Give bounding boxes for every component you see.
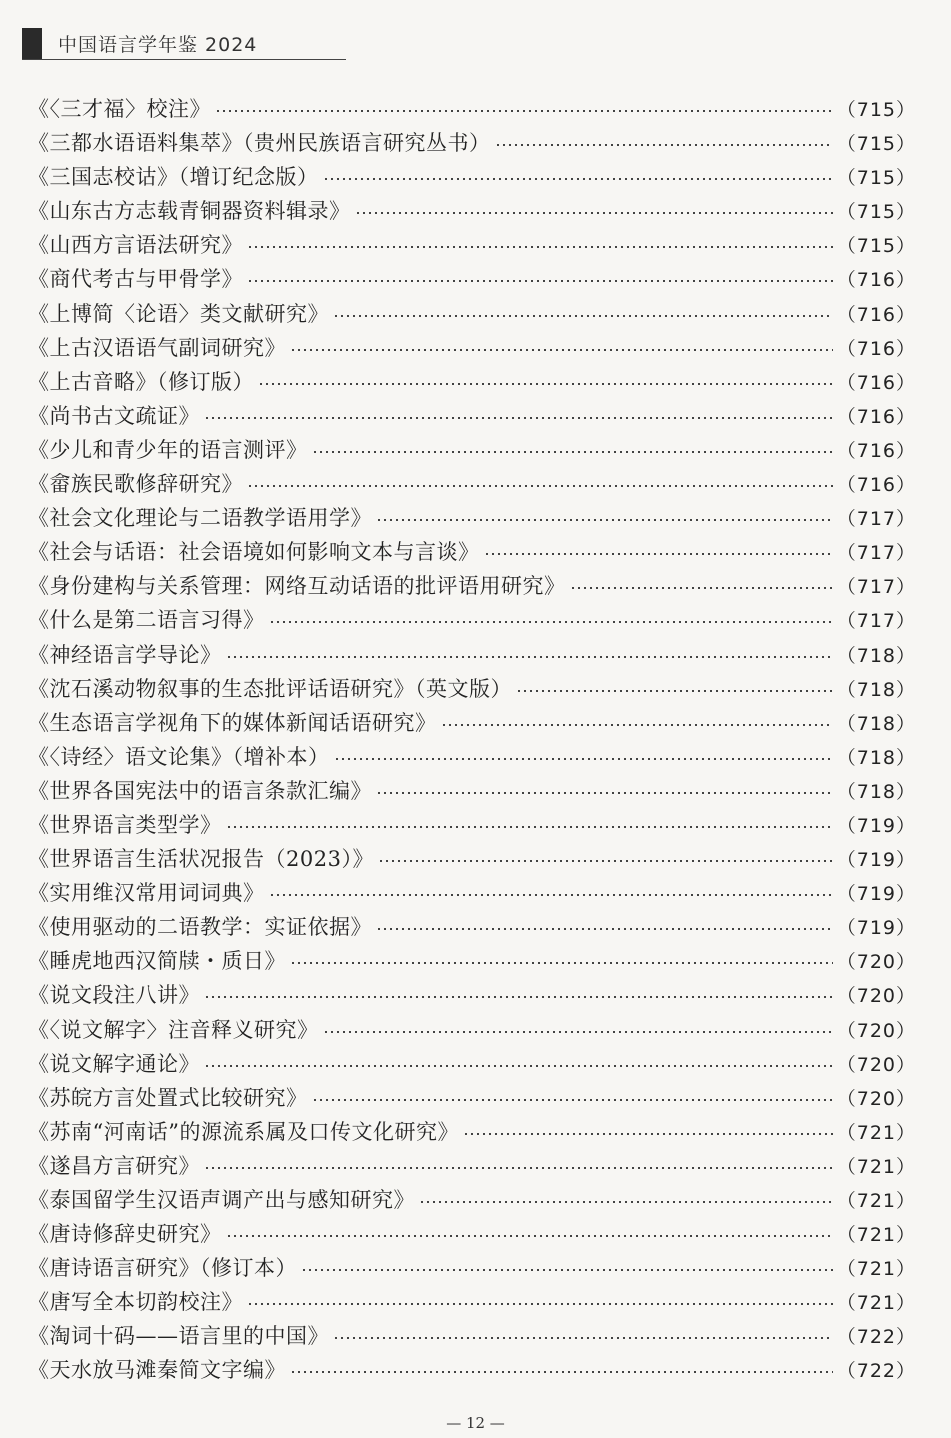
dot-leader <box>312 451 833 453</box>
dot-leader <box>323 1031 833 1033</box>
entry-page: （717） <box>836 508 916 531</box>
dot-leader <box>516 690 833 692</box>
entry-page: （716） <box>836 269 916 292</box>
dot-leader <box>226 1235 833 1237</box>
index-entry <box>28 944 916 978</box>
index-entry <box>28 1251 916 1285</box>
entry-title: 《淘词十码——语言里的中国》 <box>28 1324 329 1349</box>
entry-page: （720） <box>836 1087 916 1110</box>
index-entry <box>28 160 916 194</box>
entry-title: 《世界语言类型学》 <box>28 812 222 837</box>
index-entry <box>28 262 916 296</box>
entry-title: 《唐诗修辞史研究》 <box>28 1222 222 1247</box>
index-entry <box>28 569 916 603</box>
dot-leader <box>290 962 833 964</box>
index-entry <box>28 365 916 399</box>
entry-page: （718） <box>836 644 916 667</box>
entry-page: （721） <box>836 1224 916 1247</box>
entry-title: 《神经语言学导论》 <box>28 642 222 667</box>
dot-leader <box>204 996 833 998</box>
index-entry <box>28 1285 916 1319</box>
entry-title: 《尚书古文疏证》 <box>28 403 200 428</box>
dot-leader <box>226 656 833 658</box>
entry-title: 《〈三才福〉校注》 <box>28 97 211 121</box>
entry-title: 《实用维汉常用词词典》 <box>28 881 265 906</box>
index-entry <box>28 706 916 740</box>
dot-leader <box>204 417 833 419</box>
dot-leader <box>441 724 833 726</box>
entry-page: （716） <box>836 371 916 394</box>
dot-leader <box>419 1201 833 1203</box>
index-entry <box>28 501 916 535</box>
entry-page: （721） <box>836 1292 916 1315</box>
entry-page: （721） <box>836 1155 916 1178</box>
entry-title: 《遂昌方言研究》 <box>28 1153 200 1178</box>
index-entry <box>28 876 916 910</box>
entry-page: （720） <box>836 985 916 1008</box>
dot-leader <box>334 758 833 760</box>
entry-title: 《上古音略》（修订版） <box>28 369 254 394</box>
entry-title: 《沈石溪动物叙事的生态批评话语研究》（英文版） <box>28 676 512 701</box>
dot-leader <box>269 621 833 623</box>
index-entry <box>28 910 916 944</box>
index-entry <box>28 1217 916 1251</box>
entry-title: 《社会与话语：社会语境如何影响文本与言谈》 <box>28 540 480 565</box>
dot-leader <box>204 1065 833 1067</box>
dot-leader <box>355 212 833 214</box>
dot-leader <box>247 246 833 248</box>
entry-title: 《身份建构与关系管理：网络互动话语的批评语用研究》 <box>28 574 566 599</box>
entry-title: 《唐写全本切韵校注》 <box>28 1290 243 1315</box>
index-entry <box>28 535 916 569</box>
index-list <box>28 92 916 1388</box>
dot-leader <box>463 1133 833 1135</box>
entry-title: 《苏南“河南话”的源流系属及口传文化研究》 <box>28 1119 459 1144</box>
entry-title: 《山西方言语法研究》 <box>28 233 243 258</box>
running-header-title: 中国语言学年鉴 2024 <box>58 34 258 56</box>
entry-title: 《唐诗语言研究》（修订本） <box>28 1256 297 1281</box>
entry-title: 《上博简〈论语〉类文献研究》 <box>28 301 329 326</box>
dot-leader <box>333 315 833 317</box>
entry-page: （718） <box>836 780 916 803</box>
entry-page: （720） <box>836 1053 916 1076</box>
entry-page: （721） <box>836 1121 916 1144</box>
dot-leader <box>290 349 833 351</box>
entry-page: （721） <box>836 1190 916 1212</box>
entry-title: 《少儿和青少年的语言测评》 <box>28 437 308 462</box>
dot-leader <box>226 826 833 828</box>
dot-leader <box>376 928 833 930</box>
index-entry <box>28 1183 916 1217</box>
index-entry <box>28 228 916 262</box>
index-entry <box>28 467 916 501</box>
entry-page: （721） <box>836 1258 916 1281</box>
index-entry <box>28 672 916 706</box>
entry-title: 《天水放马滩秦简文字编》 <box>28 1358 286 1383</box>
dot-leader <box>333 1337 833 1339</box>
index-entry <box>28 1081 916 1115</box>
index-entry <box>28 740 916 774</box>
entry-page: （716） <box>836 405 916 428</box>
entry-title: 《说文段注八讲》 <box>28 983 200 1008</box>
dot-leader <box>269 894 833 896</box>
index-entry <box>28 1149 916 1183</box>
entry-page: （717） <box>836 576 916 599</box>
index-entry <box>28 1115 916 1149</box>
dot-leader <box>290 1371 833 1373</box>
dot-leader <box>204 1167 833 1169</box>
dot-leader <box>378 860 833 862</box>
dot-leader <box>495 144 833 146</box>
entry-title: 《三国志校诂》（增订纪念版） <box>28 165 319 190</box>
dot-leader <box>376 519 833 521</box>
index-entry <box>28 774 916 808</box>
index-entry <box>28 399 916 433</box>
entry-page: （719） <box>836 814 916 837</box>
entry-title: 《使用驱动的二语教学：实证依据》 <box>28 915 372 940</box>
entry-title: 《说文解字通论》 <box>28 1051 200 1076</box>
dot-leader <box>301 1269 833 1271</box>
entry-page: （715） <box>836 133 916 156</box>
entry-page: （715） <box>836 235 916 258</box>
index-entry <box>28 92 916 126</box>
running-header <box>0 22 346 60</box>
dot-leader <box>312 1099 833 1101</box>
entry-page: （716） <box>836 474 916 497</box>
index-entry <box>28 297 916 331</box>
index-entry <box>28 1047 916 1081</box>
entry-page: （720） <box>836 1019 916 1042</box>
index-entry <box>28 433 916 467</box>
index-entry <box>28 638 916 672</box>
entry-title: 《泰国留学生汉语声调产出与感知研究》 <box>28 1188 415 1212</box>
dot-leader <box>247 485 833 487</box>
entry-page: （717） <box>836 542 916 565</box>
index-entry <box>28 1353 916 1387</box>
entry-title: 《山东古方志载青铜器资料辑录》 <box>28 199 351 224</box>
dot-leader <box>247 1303 833 1305</box>
entry-title: 《三都水语语料集萃》（贵州民族语言研究丛书） <box>28 131 491 156</box>
entry-title: 《什么是第二语言习得》 <box>28 608 265 633</box>
entry-page: （722） <box>836 1326 916 1349</box>
page-number: — 12 — <box>446 1414 505 1432</box>
entry-title: 《世界语言生活状况报告（2023）》 <box>28 847 374 872</box>
entry-page: （716） <box>836 337 916 360</box>
entry-title: 《苏皖方言处置式比较研究》 <box>28 1085 308 1110</box>
entry-page: （718） <box>836 678 916 701</box>
dot-leader <box>215 110 833 112</box>
index-entry <box>28 842 916 876</box>
entry-page: （722） <box>836 1360 916 1383</box>
entry-page: （717） <box>836 610 916 633</box>
index-entry <box>28 808 916 842</box>
dot-leader <box>484 553 833 555</box>
entry-title: 《畲族民歌修辞研究》 <box>28 472 243 497</box>
entry-title: 《社会文化理论与二语教学语用学》 <box>28 506 372 531</box>
header-rule <box>22 59 346 60</box>
entry-page: （716） <box>836 303 916 326</box>
index-entry <box>28 194 916 228</box>
header-bar-decoration <box>22 28 42 60</box>
entry-title: 《世界各国宪法中的语言条款汇编》 <box>28 778 372 803</box>
entry-title: 《〈诗经〉语文论集》（增补本） <box>28 744 330 769</box>
entry-page: （719） <box>836 849 916 872</box>
index-entry <box>28 1319 916 1353</box>
entry-title: 《生态语言学视角下的媒体新闻话语研究》 <box>28 710 437 735</box>
entry-page: （719） <box>836 917 916 940</box>
index-entry <box>28 603 916 637</box>
entry-page: （718） <box>836 746 916 769</box>
entry-title: 《上古汉语语气副词研究》 <box>28 335 286 360</box>
dot-leader <box>247 280 833 282</box>
entry-page: （719） <box>836 883 916 906</box>
entry-page: （718） <box>836 712 916 735</box>
dot-leader <box>323 178 833 180</box>
entry-page: （715） <box>836 201 916 224</box>
entry-title: 《商代考古与甲骨学》 <box>28 267 243 292</box>
entry-page: （720） <box>836 951 916 974</box>
entry-page: （715） <box>836 167 916 190</box>
dot-leader <box>258 383 833 385</box>
index-entry <box>28 1013 916 1047</box>
index-entry <box>28 978 916 1012</box>
dot-leader <box>570 587 833 589</box>
index-entry <box>28 126 916 160</box>
entry-page: （715） <box>836 99 916 121</box>
entry-page: （716） <box>836 439 916 462</box>
entry-title: 《〈说文解字〉注音释义研究》 <box>28 1017 319 1042</box>
entry-title: 《睡虎地西汉简牍・质日》 <box>28 949 286 974</box>
index-entry <box>28 331 916 365</box>
dot-leader <box>376 792 833 794</box>
